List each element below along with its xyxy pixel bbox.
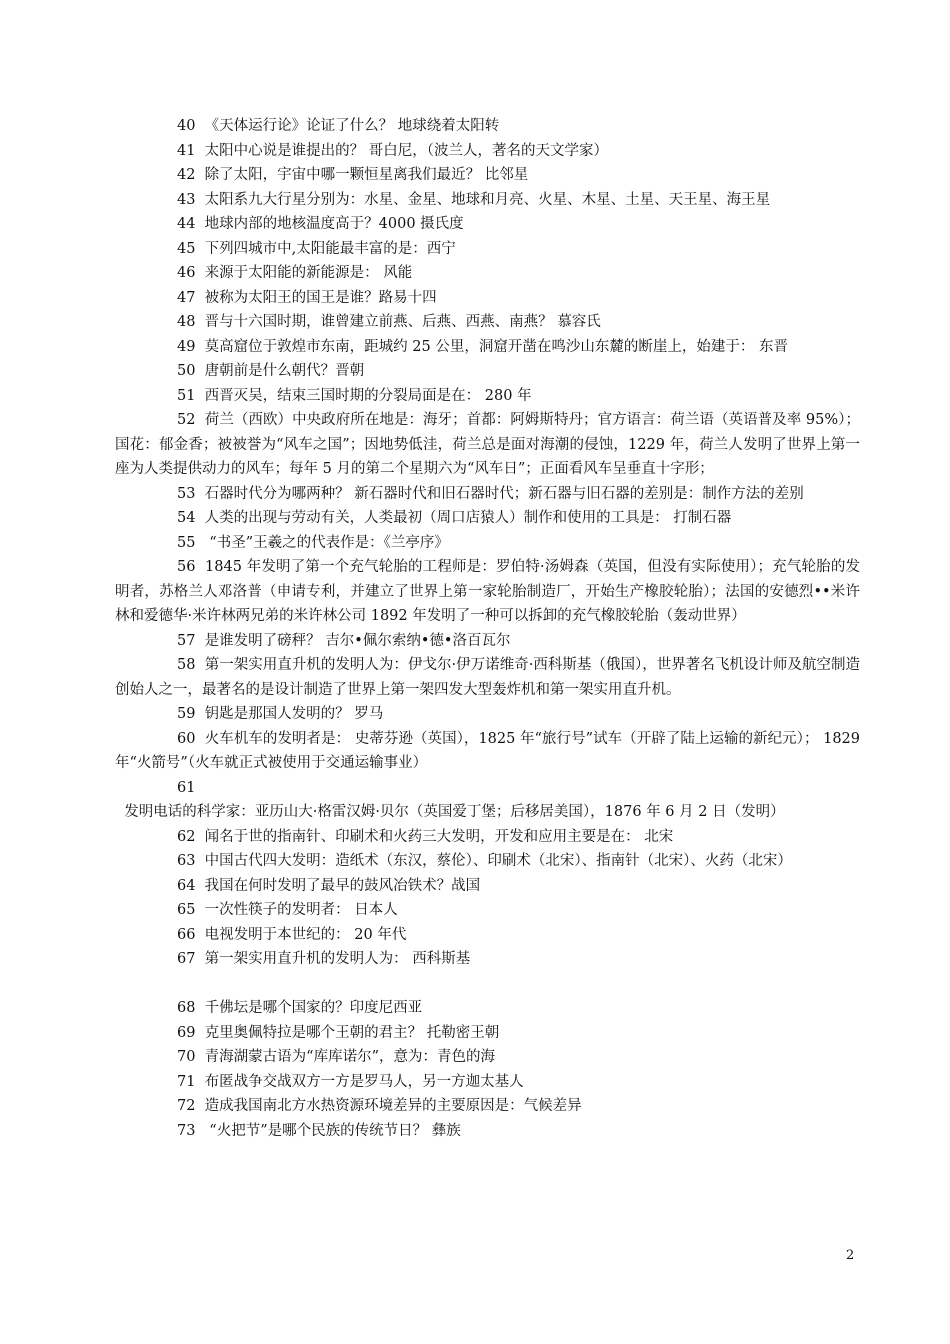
- question-number: 42: [177, 167, 196, 183]
- question-text: 除了太阳，宇宙中哪一颗恒星离我们最近？ 比邻星: [204, 167, 529, 183]
- question-item: [115, 1045, 860, 1070]
- question-item: [115, 286, 860, 311]
- question-number: 65: [177, 902, 196, 918]
- question-number: 67: [177, 951, 196, 967]
- question-text: 是谁发明了磅秤？ 吉尔•佩尔索纳•德•洛百瓦尔: [204, 632, 511, 649]
- question-item: [115, 874, 860, 899]
- question-text: 第一架实用直升机的发明人为： 西科斯基: [204, 951, 471, 967]
- paragraph-gap: [115, 972, 860, 997]
- question-number: 46: [177, 265, 196, 281]
- question-number: 57: [177, 632, 196, 649]
- question-text: 闻名于世的指南针、印刷术和火药三大发明，开发和应用主要是在： 北宋: [204, 828, 674, 845]
- question-item: [115, 1094, 860, 1119]
- question-text: 中国古代四大发明：造纸术（东汉，蔡伦）、印刷术（北宋）、指南针（北宋）、火药（北宋）: [204, 853, 792, 869]
- question-text: 太阳中心说是谁提出的？ 哥白尼，（波兰人，著名的天文学家）: [204, 142, 609, 159]
- question-list: [115, 114, 860, 972]
- question-item: [115, 776, 860, 825]
- question-number: 61: [177, 779, 196, 796]
- question-item: [115, 1070, 860, 1095]
- question-list: [115, 996, 860, 1143]
- document-body: [115, 114, 860, 1143]
- question-text: 下列四城市中,太阳能最丰富的是：西宁: [204, 240, 456, 257]
- question-number: 71: [177, 1073, 196, 1090]
- question-number: 64: [177, 877, 196, 894]
- question-number: 41: [177, 142, 196, 159]
- question-item: [115, 482, 860, 507]
- question-text: 造成我国南北方水热资源环境差异的主要原因是：气候差异: [204, 1098, 582, 1114]
- question-text: 1845 年发明了第一个充气轮胎的工程师是：罗伯特·汤姆森（英国，但没有实际使用）；充气轮胎的发明者，苏格兰人邓洛普（申请专利，并建立了世界上第一家轮胎制造厂，开始生产橡胶轮胎）；法国的安德烈••米许林和爱德华·米许林两兄弟的米许林公司 1892 年发明了一种可以拆卸的充气橡胶轮胎（轰动世界）: [115, 559, 861, 624]
- question-text: 西晋灭吴，结束三国时期的分裂局面是在： 280 年: [204, 387, 532, 404]
- question-number: 60: [177, 730, 196, 747]
- question-number: 54: [177, 510, 196, 526]
- question-item: [115, 629, 860, 654]
- question-item: [115, 702, 860, 727]
- question-item: [115, 996, 860, 1021]
- question-number: 49: [177, 338, 196, 355]
- question-text: 发明电话的科学家：亚历山大·格雷汉姆·贝尔（英国爱丁堡；后移居美国），1876 年 6 月 2 日（发明）: [124, 804, 785, 820]
- question-item: [115, 188, 860, 213]
- question-text: “书圣”王羲之的代表作是：《兰亭序》: [204, 534, 449, 551]
- question-item: [115, 947, 860, 972]
- question-number: 66: [177, 926, 196, 943]
- question-item: [115, 139, 860, 164]
- question-text: 莫高窟位于敦煌市东南，距城约 25 公里，洞窟开凿在鸣沙山东麓的断崖上，始建于： 东晋: [204, 338, 788, 355]
- question-item: [115, 923, 860, 948]
- question-item: [115, 384, 860, 409]
- question-text: 石器时代分为哪两种？ 新石器时代和旧石器时代；新石器与旧石器的差别是：制作方法的差别: [204, 485, 804, 502]
- question-number: 47: [177, 289, 196, 306]
- question-item: [115, 555, 860, 629]
- question-number: 53: [177, 485, 196, 502]
- question-item: [115, 506, 860, 531]
- question-text: 钥匙是那国人发明的？ 罗马: [204, 706, 384, 722]
- question-number: 43: [177, 191, 196, 208]
- question-text: 荷兰（西欧）中央政府所在地是：海牙；首都：阿姆斯特丹；官方语言：荷兰语（英语普及率 95%）；国花：郁金香；被被誉为“风车之国”；因地势低洼，荷兰总是面对海潮的侵蚀，1229 年，荷兰人发明了世界上第一座为人类提供动力的风车；每年 5 月的第二个星期六为“风车日”；正面看风车呈垂直十字形；: [115, 412, 861, 477]
- question-number: 70: [177, 1049, 196, 1065]
- question-text: 电视发明于本世纪的： 20 年代: [204, 926, 407, 943]
- question-text: 地球内部的地核温度高于？4000 摄氏度: [204, 216, 464, 232]
- question-item: [115, 849, 860, 874]
- question-item: [115, 237, 860, 262]
- question-number: 58: [177, 657, 196, 673]
- question-text: 千佛坛是哪个国家的？印度尼西亚: [204, 1000, 423, 1016]
- page-number: 2: [846, 1248, 855, 1263]
- question-number: 68: [177, 1000, 196, 1016]
- question-item: [115, 825, 860, 850]
- question-number: 73: [177, 1122, 196, 1139]
- question-text: 布匿战争交战双方一方是罗马人，另一方迦太基人: [204, 1073, 524, 1090]
- question-number: 52: [177, 412, 196, 428]
- question-item: [115, 1021, 860, 1046]
- question-text: 青海湖蒙古语为“库库诺尔”，意为：青色的海: [204, 1049, 495, 1065]
- question-text: 晋与十六国时期，谁曾建立前燕、后燕、西燕、南燕？ 慕容氏: [204, 314, 601, 330]
- question-number: 48: [177, 314, 196, 330]
- question-text: 人类的出现与劳动有关，人类最初（周口店猿人）制作和使用的工具是： 打制石器: [204, 510, 732, 526]
- question-item: [115, 1119, 860, 1144]
- question-number: 69: [177, 1024, 196, 1041]
- question-text: 被称为太阳王的国王是谁？路易十四: [204, 289, 437, 306]
- question-text: 唐朝前是什么朝代？晋朝: [204, 363, 365, 379]
- question-item: [115, 359, 860, 384]
- question-text: “火把节”是哪个民族的传统节日？ 彝族: [204, 1122, 461, 1139]
- question-item: [115, 727, 860, 776]
- question-text: 一次性筷子的发明者： 日本人: [204, 902, 398, 918]
- question-number: 50: [177, 363, 196, 379]
- question-number: 56: [177, 559, 196, 575]
- question-number: 40: [177, 118, 196, 134]
- question-item: [115, 408, 860, 482]
- question-item: [115, 163, 860, 188]
- question-text: 火车机车的发明者是： 史蒂芬逊（英国），1825 年“旅行号”试车（开辟了陆上运输的新纪元）； 1829 年“火箭号”（火车就正式被使用于交通运输事业）: [115, 730, 861, 771]
- question-item: [115, 335, 860, 360]
- question-number: 45: [177, 240, 196, 257]
- question-text: 《天体运行论》论证了什么？ 地球绕着太阳转: [204, 118, 500, 134]
- question-item: [115, 310, 860, 335]
- question-text: 克里奥佩特拉是哪个王朝的君主？ 托勒密王朝: [204, 1024, 500, 1041]
- question-item: [115, 898, 860, 923]
- question-item: [115, 261, 860, 286]
- question-text: 我国在何时发明了最早的鼓风冶铁术？战国: [204, 877, 481, 894]
- question-text: 来源于太阳能的新能源是： 风能: [204, 265, 413, 281]
- question-number: 44: [177, 216, 196, 232]
- question-number: 72: [177, 1098, 196, 1114]
- question-number: 59: [177, 706, 196, 722]
- question-item: [115, 531, 860, 556]
- question-text: 第一架实用直升机的发明人为：伊戈尔·伊万诺维奇·西科斯基（俄国），世界著名飞机设计师及航空制造创始人之一，最著名的是设计制造了世界上第一架四发大型轰炸机和第一架实用直升机。: [115, 657, 861, 698]
- question-item: [115, 653, 860, 702]
- question-number: 62: [177, 828, 196, 845]
- question-number: 55: [177, 534, 196, 551]
- question-item: [115, 212, 860, 237]
- question-number: 51: [177, 387, 196, 404]
- question-item: [115, 114, 860, 139]
- question-text: 太阳系九大行星分别为：水星、金星、地球和月亮、火星、木星、土星、天王星、海王星: [204, 191, 771, 208]
- question-number: 63: [177, 853, 196, 869]
